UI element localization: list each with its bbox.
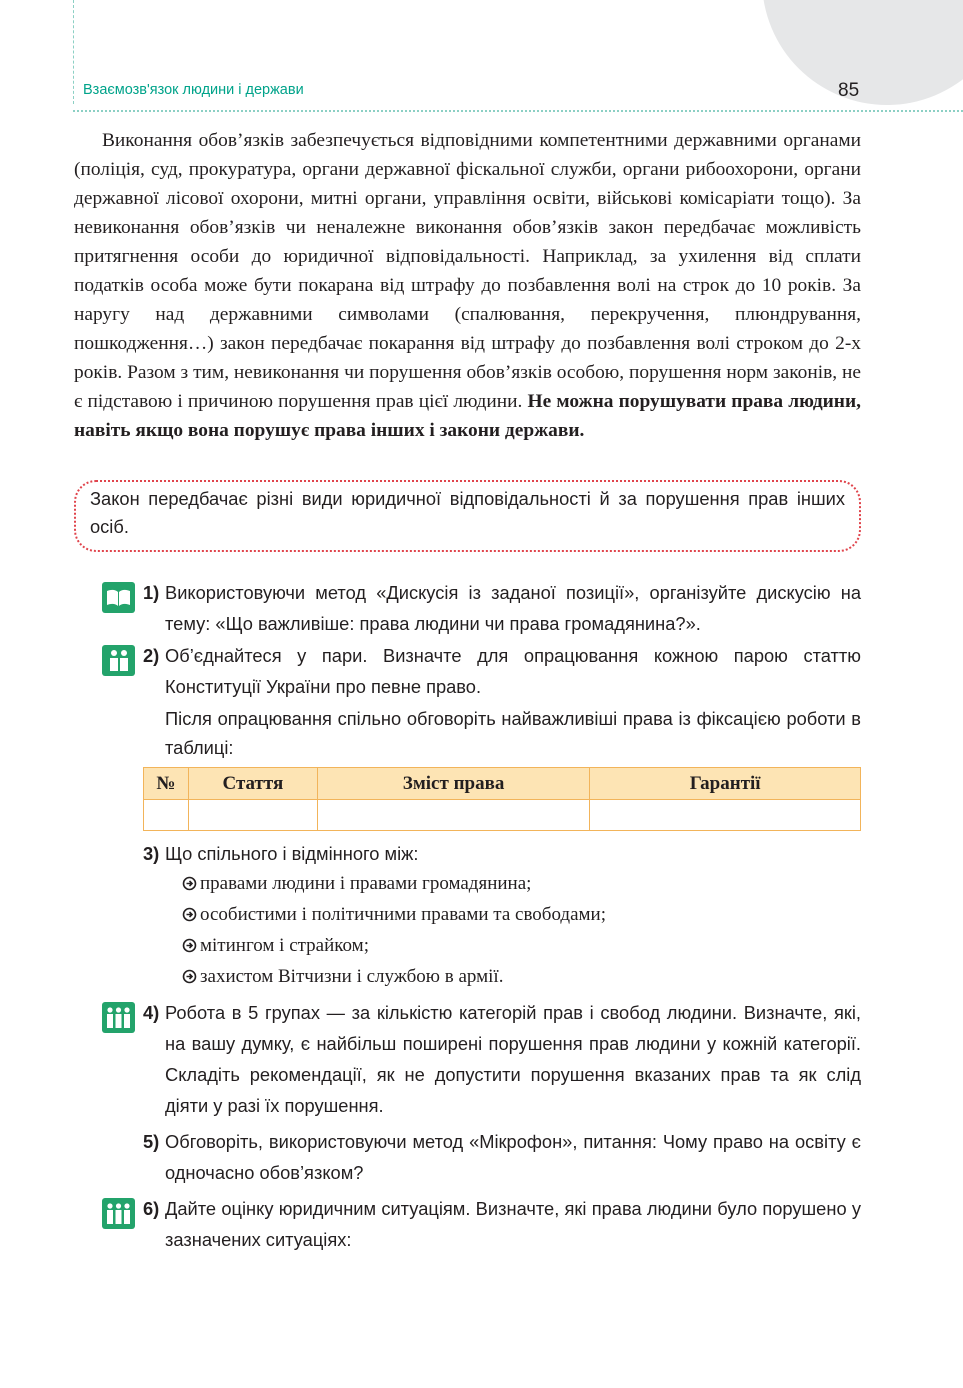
list-item-text: мітингом і страйком;	[200, 935, 369, 956]
list-item	[182, 868, 606, 899]
table-cell	[144, 800, 189, 831]
callout-text: Закон передбачає різні види юридичної відповідальності й за порушення прав інших осіб.	[90, 488, 845, 537]
table-row	[144, 800, 861, 831]
pair-icon	[102, 645, 135, 676]
list-item-text: особистими і політичними правами та свободами;	[200, 904, 606, 925]
page-number: 85	[838, 80, 860, 101]
arrow-circle-icon	[182, 969, 197, 984]
task-text: Обговоріть, використовуючи метод «Мікрофон», питання: Чому право на освіту є одночасно обов’язком?	[165, 1131, 861, 1183]
arrow-circle-icon	[182, 907, 197, 922]
table-header-row	[144, 768, 861, 800]
task-number: 3)	[143, 843, 160, 864]
corner-decoration	[762, 0, 963, 105]
task-number: 5)	[143, 1131, 160, 1152]
table-header-guarantees: Гарантії	[590, 768, 861, 800]
table-header-content: Зміст права	[317, 768, 590, 800]
task-3	[143, 838, 861, 869]
task-2-instruction: Після опрацювання спільно обговоріть найважливіші права із фіксацією роботи в таблиці:	[165, 708, 861, 758]
list-item-text: правами людини і правами громадянина;	[200, 873, 532, 894]
task-number: 1)	[143, 582, 160, 603]
body-paragraph-bold: Не можна порушувати права людини, навіть якщо вона порушує права інших і закони держави.	[74, 391, 861, 441]
arrow-circle-icon	[182, 876, 197, 891]
task-2	[143, 640, 861, 702]
table-cell	[317, 800, 590, 831]
header-divider	[73, 110, 963, 112]
task-text: Дайте оцінку юридичним ситуаціям. Визначте, які права людини було порушено у зазначених ситуаціях:	[165, 1198, 861, 1250]
task-number: 6)	[143, 1198, 160, 1219]
task-text: Об’єднайтеся у пари. Визначте для опрацювання кожною парою статтю Конституції України про певне право.	[165, 645, 861, 697]
task-4	[143, 997, 861, 1121]
task-number: 2)	[143, 645, 160, 666]
table-cell	[590, 800, 861, 831]
task-6	[143, 1193, 861, 1255]
book-icon	[102, 582, 135, 613]
list-item	[182, 899, 606, 930]
bullet-list	[182, 868, 606, 992]
task-text: Що спільного і відмінного між:	[165, 843, 419, 864]
table-cell	[188, 800, 317, 831]
table-header-number: №	[144, 768, 189, 800]
margin-guide-vertical	[73, 0, 74, 104]
rights-table	[143, 767, 861, 831]
group-icon	[102, 1198, 135, 1229]
body-paragraph-text: Виконання обов’язків забезпечується відповідними компетентними державними органами (поліція, суд, прокуратура, органи державної фіскальної служби, органи рибоохорони, органи державної лісової охорони, митні органи, управління освіти, військові комісаріати тощо). За невиконання обов’язків чи неналежне виконання обов’язків закон передбачає можливість притягнення особи до юридичної відповідальності. Наприклад, за ухилення від сплати податків особа може бути покарана від штрафу до позбавлення волі на строк до 10 років. За наругу над державними символами (спалювання, перекручення, плюндрування, пошкодження…) закон передбачає покарання від штрафу до позбавлення волі строком до 2-х років. Разом з тим, невиконання чи порушення обов’язків особою, порушення норм законів, не є підставою і причиною порушення прав цієї людини.	[74, 130, 861, 412]
list-item	[182, 930, 606, 961]
task-5	[143, 1126, 861, 1188]
table-header-article: Стаття	[188, 768, 317, 800]
arrow-circle-icon	[182, 938, 197, 953]
list-item	[182, 961, 606, 992]
task-text: Використовуючи метод «Дискусія із заданої позиції», організуйте дискусію на тему: «Що важливіше: права людини чи права громадянина?».	[165, 582, 861, 634]
task-number: 4)	[143, 1002, 160, 1023]
body-paragraph	[74, 126, 861, 445]
task-1	[143, 577, 861, 639]
task-text: Робота в 5 групах — за кількістю категорій прав і свобод людини. Визначте, які, на вашу думку, є найбільш поширені порушення прав людини у кожній категорії. Складіть рекомендації, як не допустити порушення вказаних прав та як слід діяти у разі їх порушення.	[165, 1002, 861, 1116]
list-item-text: захистом Вітчизни і службою в армії.	[200, 966, 504, 987]
callout-box	[74, 480, 861, 552]
group-icon	[102, 1002, 135, 1033]
running-head: Взаємозв'язок людини і держави	[83, 82, 304, 98]
